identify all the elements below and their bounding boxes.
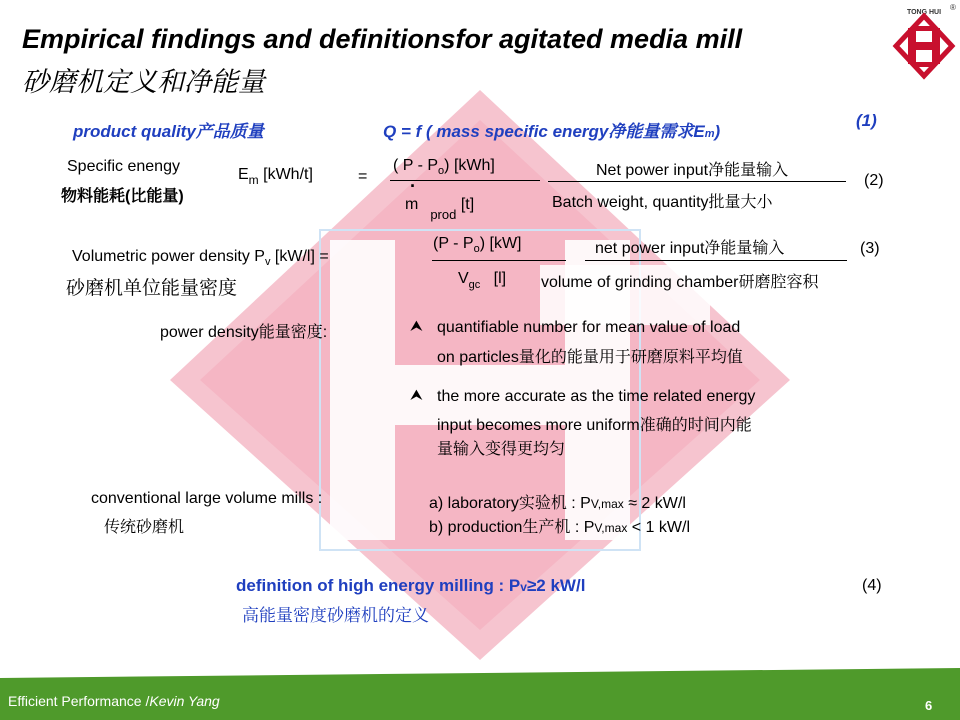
arrow-up-icon: ⮝ xyxy=(410,318,423,335)
pd-item1-line2: on particles量化的能量用于研磨原料平均值 xyxy=(437,349,743,366)
eq1-right: Q = f ( mass specific energy净能量需求Em) xyxy=(383,122,721,141)
slide-title: Empirical findings and definitionsfor agitated media mill xyxy=(22,24,743,54)
eq2-denominator: $m_{prod}$ [t] xyxy=(405,196,475,222)
eq3-right-numerator: net power input净能量输入 xyxy=(595,240,785,257)
page-number: 6 xyxy=(925,698,933,713)
eq2-equals: = xyxy=(358,168,368,185)
registered-mark: ® xyxy=(950,3,956,12)
footer-text: Efficient Performance /Kevin Yang xyxy=(8,693,220,709)
pd-item2-line3: 量输入变得更均匀 xyxy=(437,441,566,458)
arrow-up-icon: ⮝ xyxy=(410,387,423,404)
pd-item2-line2: input becomes more uniform准确的时间内能 xyxy=(437,417,752,434)
eq1-left: product quality产品质量 xyxy=(73,122,264,141)
eq2-number: (2) xyxy=(864,172,884,189)
eq3-numerator: $(P - P_o)$ [kW] xyxy=(433,235,522,255)
eq2-dot: · xyxy=(410,176,416,196)
eq4-definition: definition of high energy milling : Pv≥2 kW/l xyxy=(236,576,586,595)
pd-item2-line1: the more accurate as the time related energy xyxy=(437,388,756,405)
eq2-label-en: Specific enengy xyxy=(67,158,180,175)
eq3-right-denominator: volume of grinding chamber研磨腔容积 xyxy=(541,274,819,291)
mills-production: b) production生产机 : PV,max < 1 kW/l xyxy=(429,519,690,536)
power-density-label: power density能量密度: xyxy=(160,324,328,341)
eq2-numerator: ( P - $P_o$) [kWh] xyxy=(393,157,495,177)
logo-text: TONG HUI xyxy=(906,9,942,16)
eq1-number: (1) xyxy=(856,111,877,130)
eq2-label-cn: 物料能耗(比能量) xyxy=(61,188,184,205)
eq4-number: (4) xyxy=(862,577,882,594)
eq3-number: (3) xyxy=(860,240,880,257)
pd-item1-line1: quantifiable number for mean value of load xyxy=(437,319,741,336)
mills-label-en: conventional large volume mills : xyxy=(91,490,323,507)
eq4-definition-cn: 高能量密度砂磨机的定义 xyxy=(242,606,429,625)
eq2-E: $E_m$ [kWh/t] xyxy=(238,166,313,187)
eq3-label-cn: 砂磨机单位能量密度 xyxy=(66,278,238,299)
eq3-right-fraction-line xyxy=(585,260,847,261)
eq2-right-fraction-line xyxy=(548,181,846,182)
eq3-label: Volumetric power density $P_v$ [kW/l] = xyxy=(72,248,329,268)
slide-subtitle-cn: 砂磨机定义和净能量 xyxy=(22,67,265,97)
mills-lab: a) laboratory实验机 : PV,max ≈ 2 kW/l xyxy=(429,495,686,512)
tonghui-logo xyxy=(890,2,954,80)
eq3-denominator: $V_{gc}$ [l] xyxy=(458,270,507,291)
eq2-right-numerator: Net power input净能量输入 xyxy=(596,162,789,179)
eq2-right-denominator: Batch weight, quantity批量大小 xyxy=(552,194,773,211)
mills-label-cn: 传统砂磨机 xyxy=(104,519,185,536)
eq3-fraction-line xyxy=(432,260,566,261)
